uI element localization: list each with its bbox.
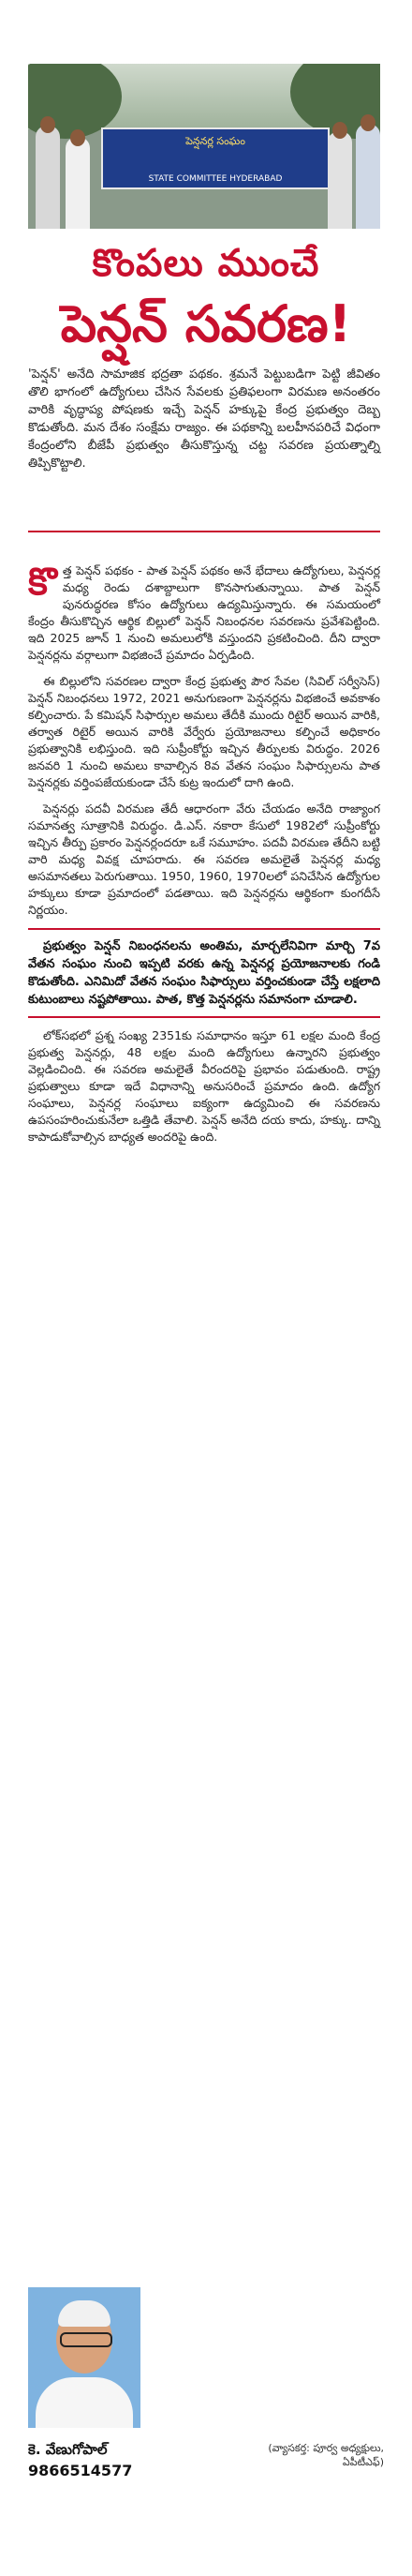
article-paragraph: లోక్‌సభలో ప్రశ్న సంఖ్య 2351కు సమాధానం ఇస్తూ 61 లక్షల మంది కేంద్ర ప్రభుత్వ పెన్షనర్లు, 48 లక్షల మంది ఉద్యోగులు ఉన్నారని ప్రభుత్వం వెల్లడించింది. ఈ సవరణ అమలైతే వీరందరిపై ప్రభావం పడుతుంది. రాష్ట్ర ప్రభుత్వాలు కూడా ఇదే విధానాన్ని అనుసరించే ప్రమాదం ఉంది. ఉద్యోగ సంఘాలు, పెన్షనర్ల సంఘాలు ఐక్యంగా ఉద్యమించి ఈ సవరణను ఉపసంహరించుకునేలా ఒత్తిడి తేవాలి. పెన్షన్ అనేది దయ కాదు, హక్కు. దాన్ని కాపాడుకోవాల్సిన బాధ్యత అందరిపై ఉంది.: [28, 1028, 380, 1144]
author-photo: [28, 2287, 140, 2428]
drop-cap: కొ: [28, 561, 57, 604]
protester: [36, 126, 60, 229]
author-shirt: [36, 2377, 133, 2428]
banner-subtitle: STATE COMMITTEE HYDERABAD: [148, 174, 283, 184]
protester: [66, 137, 90, 229]
author-name: కె. వేణుగోపాల్: [28, 2441, 108, 2458]
protester-head: [360, 114, 375, 131]
author-hair: [58, 2300, 110, 2327]
headline-line-1: కొంపలు ముంచే: [92, 242, 320, 285]
protest-banner: [101, 127, 330, 189]
protester: [328, 131, 352, 229]
author-glasses: [60, 2332, 112, 2347]
author-phone: 9866514577: [28, 2462, 133, 2479]
lead-paragraph: 'పెన్షన్' అనేది సామాజిక భద్రతా పథకం. శ్రమనే పెట్టుబడిగా పెట్టి జీవితం తొలి భాగంలో ఉద్యోగులు చేసిన సేవలకు ప్రతిఫలంగా విరమణ అనంతరం వారికి వృద్ధాప్య పోషణకు ఇచ్చే పెన్షన్ హక్కుపై కేంద్ర ప్రభుత్వం దెబ్బ కొడుతోంది. మన దేశం సంక్షేమ రాజ్యం. ఈ పథకాన్ని బలహీనపరిచే విధంగా కేంద్రంలోని బీజేపీ ప్రభుత్వం తీసుకొస్తున్న చట్ట సవరణ ప్రయత్నాల్ని తిప్పికొట్టాలి.: [28, 367, 380, 471]
article-paragraph: [28, 562, 380, 664]
article-paragraph: ఈ బిల్లులోని సవరణల ద్వారా కేంద్ర ప్రభుత్వ పౌర సేవల (సివిల్ సర్వీసెస్) పెన్షన్ నిబంధనలు 1972, 2021 అనుగుణంగా పెన్షనర్లను విభజించే అవకాశం కల్పించారు. పే కమిషన్ సిఫార్సుల అమలు తేదీకి ముందు రిటైర్ అయిన వారికి, తర్వాత రిటైర్ అయిన వారికి వేర్వేరు ప్రయోజనాలు కల్పించే అధికారం ప్రభుత్వానికి లభిస్తుంది. ఇది సుప్రీంకోర్టు ఇచ్చిన తీర్పులకు విరుద్ధం. 2026 జనవరి 1 నుంచి అమలు కావాల్సిన 8వ వేతన సంఘం సిఫార్సులను పాత పెన్షనర్లకు వర్తింపజేయకుండా చేసే కుట్ర ఇందులో దాగి ఉంది.: [28, 674, 380, 789]
author-description: (వ్యాసకర్త: పూర్వ అధ్యక్షులు, ఏపీటీఎఫ్): [268, 2442, 384, 2468]
divider: [28, 531, 380, 532]
paragraph-text: త్త పెన్షన్ పథకం - పాత పెన్షన్ పథకం అనే భేదాలు ఉద్యోగులు, పెన్షనర్ల మధ్య రెండు దశాబ్దాలుగా కొనసాగుతున్నాయి. పాత పెన్షన్ పునరుద్ధరణ కోసం ఉద్యోగులు ఉద్యమిస్తున్నారు. ఈ సమయంలో కేంద్రం తీసుకొచ్చిన ఆర్థిక బిల్లులో పెన్షన్ నిబంధనల సవరణను ప్రవేశపెట్టింది. ఇది 2025 జూన్ 1 నుంచి అమలులోకి వస్తుందని ప్రకటించింది. దీని ద్వారా పెన్షనర్లను వర్గాలుగా విభజించే ప్రమాదం ఏర్పడింది.: [28, 563, 380, 662]
protester-head: [40, 116, 55, 133]
pull-quote: ప్రభుత్వం పెన్షన్ నిబంధనలను అంతిమ, మార్చలేనివిగా మార్చి 7వ వేతన సంఘం నుంచి ఇప్పటి వరకు ఉన్న పెన్షనర్ల ప్రయోజనాలకు గండి కొడుతోంది. ఎనిమిదో వేతన సంఘం సిఫార్సులు వర్తించకుండా చేస్తే లక్షలాది కుటుంబాలు నష్టపోతాయి. పాత, కొత్త పెన్షనర్లను సమానంగా చూడాలి.: [28, 928, 380, 1018]
article-body: [28, 562, 380, 1155]
protester-head: [70, 129, 85, 146]
protester-head: [332, 122, 347, 139]
protest-photo: [28, 64, 380, 229]
headline-line-2: పెన్షన్ సవరణ!: [60, 294, 352, 353]
banner-title: పెన్షనర్ల సంఘం: [185, 135, 245, 147]
article-paragraph: పెన్షనర్లు పదవీ విరమణ తేదీ ఆధారంగా వేరు చేయడం అనేది రాజ్యాంగ సమానత్వ సూత్రానికి విరుద్ధం. డి.ఎస్. నకారా కేసులో 1982లో సుప్రీంకోర్టు ఇచ్చిన తీర్పు ప్రకారం పెన్షనర్లందరూ ఒకే సమూహం. పదవీ విరమణ తేదీని బట్టి వారి మధ్య వివక్ష చూపరాదు. ఈ సవరణ అమలైతే పెన్షనర్ల మధ్య అసమానతలు పెరుగుతాయి. 1950, 1960, 1970లలో పనిచేసిన ఉద్యోగుల హక్కులు కూడా ప్రమాదంలో పడతాయి. ఇది పెన్షనర్లను ఆర్థికంగా కుంగదీసే నిర్ణయం.: [28, 801, 380, 917]
protester: [356, 124, 380, 229]
